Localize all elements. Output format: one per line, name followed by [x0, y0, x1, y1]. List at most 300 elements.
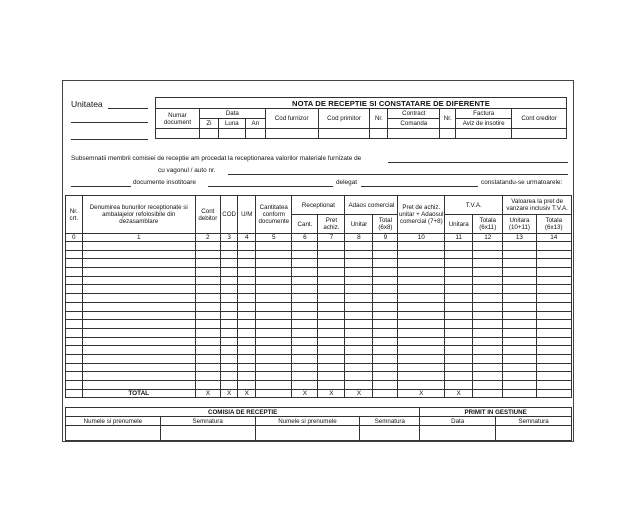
goods-cell[interactable]: [318, 354, 345, 363]
goods-cell[interactable]: [82, 242, 195, 251]
goods-cell[interactable]: [195, 337, 220, 346]
goods-cell[interactable]: [536, 381, 571, 390]
goods-cell[interactable]: [398, 250, 445, 259]
goods-cell[interactable]: [292, 328, 318, 337]
goods-cell[interactable]: [373, 354, 398, 363]
goods-cell[interactable]: [398, 337, 445, 346]
goods-row: [66, 328, 572, 337]
goods-cell[interactable]: [195, 242, 220, 251]
goods-cell[interactable]: [292, 381, 318, 390]
goods-cell[interactable]: [445, 354, 473, 363]
goods-cell[interactable]: [238, 381, 256, 390]
goods-cell[interactable]: [445, 320, 473, 329]
goods-cell[interactable]: [195, 311, 220, 320]
goods-cell[interactable]: [220, 337, 238, 346]
goods-cell[interactable]: [398, 294, 445, 303]
goods-cell[interactable]: [503, 302, 536, 311]
goods-cell[interactable]: [256, 381, 292, 390]
unit-underline-2: [71, 122, 148, 123]
goods-cell[interactable]: [345, 320, 373, 329]
total-mark-cell: X: [345, 389, 373, 397]
goods-cell[interactable]: [82, 250, 195, 259]
goods-cell[interactable]: [473, 311, 503, 320]
goods-cell[interactable]: [256, 302, 292, 311]
documents-fill-line[interactable]: [208, 186, 333, 187]
goods-cell[interactable]: [292, 346, 318, 355]
total-mark-cell: [473, 389, 503, 397]
goods-cell[interactable]: [345, 302, 373, 311]
goods-cell[interactable]: [256, 363, 292, 372]
goods-cell[interactable]: [473, 372, 503, 381]
goods-cell[interactable]: [398, 346, 445, 355]
goods-cell[interactable]: [66, 276, 83, 285]
goods-cell[interactable]: [503, 328, 536, 337]
column-number-cell: 13: [503, 234, 536, 242]
goods-cell[interactable]: [318, 302, 345, 311]
goods-cell[interactable]: [503, 354, 536, 363]
goods-cell[interactable]: [373, 302, 398, 311]
goods-cell[interactable]: [220, 354, 238, 363]
goods-cell[interactable]: [256, 354, 292, 363]
goods-cell[interactable]: [318, 242, 345, 251]
goods-cell[interactable]: [292, 302, 318, 311]
col-received-qty-header: Cant.: [292, 215, 318, 234]
goods-cell[interactable]: [398, 302, 445, 311]
goods-cell[interactable]: [503, 276, 536, 285]
custody-sign-cell[interactable]: [496, 426, 572, 441]
goods-cell[interactable]: [536, 294, 571, 303]
goods-cell[interactable]: [195, 354, 220, 363]
goods-cell[interactable]: [345, 242, 373, 251]
goods-cell[interactable]: [503, 294, 536, 303]
goods-cell[interactable]: [373, 276, 398, 285]
goods-cell[interactable]: [373, 372, 398, 381]
invoice-cell[interactable]: [456, 129, 512, 139]
goods-cell[interactable]: [292, 311, 318, 320]
goods-cell[interactable]: [536, 328, 571, 337]
day-cell[interactable]: [199, 129, 218, 139]
goods-cell[interactable]: [345, 259, 373, 268]
goods-cell[interactable]: [536, 302, 571, 311]
commission-name-header-2: Numele si prenumele: [255, 417, 360, 426]
goods-cell[interactable]: [292, 250, 318, 259]
goods-cell[interactable]: [238, 276, 256, 285]
month-cell[interactable]: [218, 129, 245, 139]
goods-cell[interactable]: [292, 285, 318, 294]
goods-cell[interactable]: [318, 320, 345, 329]
goods-row: [66, 320, 572, 329]
goods-cell[interactable]: [318, 381, 345, 390]
goods-cell[interactable]: [82, 276, 195, 285]
goods-cell[interactable]: [473, 337, 503, 346]
goods-cell[interactable]: [445, 285, 473, 294]
goods-cell[interactable]: [398, 363, 445, 372]
goods-cell[interactable]: [373, 363, 398, 372]
supplier-code-header: Cod furnizor: [265, 109, 318, 129]
goods-cell[interactable]: [473, 294, 503, 303]
goods-cell[interactable]: [445, 276, 473, 285]
goods-cell[interactable]: [473, 242, 503, 251]
goods-cell[interactable]: [220, 346, 238, 355]
goods-cell[interactable]: [82, 354, 195, 363]
goods-cell[interactable]: [220, 259, 238, 268]
contract-nr-cell[interactable]: [370, 129, 388, 139]
invoice-nr-cell[interactable]: [440, 129, 456, 139]
goods-cell[interactable]: [256, 337, 292, 346]
goods-cell[interactable]: [503, 259, 536, 268]
goods-cell[interactable]: [82, 311, 195, 320]
goods-cell[interactable]: [345, 250, 373, 259]
goods-cell[interactable]: [195, 328, 220, 337]
goods-cell[interactable]: [373, 328, 398, 337]
goods-cell[interactable]: [220, 328, 238, 337]
document-header-table: [155, 97, 567, 139]
goods-cell[interactable]: [256, 242, 292, 251]
goods-cell[interactable]: [503, 320, 536, 329]
goods-cell[interactable]: [82, 268, 195, 277]
goods-cell[interactable]: [373, 381, 398, 390]
goods-cell[interactable]: [195, 294, 220, 303]
goods-cell[interactable]: [318, 346, 345, 355]
goods-cell[interactable]: [445, 372, 473, 381]
goods-cell[interactable]: [373, 337, 398, 346]
creditor-account-cell[interactable]: [512, 129, 567, 139]
goods-cell[interactable]: [445, 328, 473, 337]
goods-cell[interactable]: [398, 320, 445, 329]
goods-cell[interactable]: [66, 381, 83, 390]
goods-cell[interactable]: [536, 259, 571, 268]
goods-cell[interactable]: [256, 328, 292, 337]
goods-cell[interactable]: [318, 259, 345, 268]
goods-cell[interactable]: [256, 268, 292, 277]
goods-cell[interactable]: [503, 363, 536, 372]
goods-cell[interactable]: [292, 294, 318, 303]
goods-cell[interactable]: [536, 354, 571, 363]
goods-cell[interactable]: [445, 311, 473, 320]
goods-cell[interactable]: [220, 372, 238, 381]
goods-cell[interactable]: [220, 363, 238, 372]
goods-cell[interactable]: [398, 268, 445, 277]
goods-cell[interactable]: [345, 276, 373, 285]
goods-cell[interactable]: [445, 294, 473, 303]
goods-cell[interactable]: [220, 276, 238, 285]
goods-cell[interactable]: [473, 285, 503, 294]
commission-sign-cell-2[interactable]: [360, 426, 420, 441]
receiver-code-cell[interactable]: [318, 129, 370, 139]
goods-cell[interactable]: [473, 302, 503, 311]
goods-cell[interactable]: [292, 354, 318, 363]
goods-cell[interactable]: [445, 381, 473, 390]
goods-cell[interactable]: [473, 268, 503, 277]
goods-cell[interactable]: [195, 268, 220, 277]
goods-cell[interactable]: [536, 276, 571, 285]
goods-cell[interactable]: [536, 268, 571, 277]
goods-cell[interactable]: [238, 250, 256, 259]
goods-cell[interactable]: [292, 363, 318, 372]
goods-cell[interactable]: [373, 320, 398, 329]
goods-cell[interactable]: [82, 285, 195, 294]
goods-cell[interactable]: [195, 346, 220, 355]
goods-cell[interactable]: [373, 346, 398, 355]
goods-cell[interactable]: [66, 250, 83, 259]
goods-cell[interactable]: [473, 363, 503, 372]
goods-cell[interactable]: [473, 346, 503, 355]
goods-cell[interactable]: [256, 285, 292, 294]
goods-cell[interactable]: [345, 268, 373, 277]
goods-cell[interactable]: [195, 381, 220, 390]
goods-row: [66, 346, 572, 355]
goods-cell[interactable]: [503, 337, 536, 346]
goods-cell[interactable]: [82, 302, 195, 311]
goods-cell[interactable]: [445, 302, 473, 311]
goods-cell[interactable]: [445, 346, 473, 355]
goods-cell[interactable]: [66, 242, 83, 251]
goods-cell[interactable]: [318, 250, 345, 259]
goods-cell[interactable]: [82, 363, 195, 372]
goods-cell[interactable]: [292, 372, 318, 381]
goods-cell[interactable]: [318, 337, 345, 346]
goods-cell[interactable]: [238, 363, 256, 372]
goods-cell[interactable]: [536, 372, 571, 381]
goods-cell[interactable]: [318, 268, 345, 277]
contract-cell[interactable]: [388, 129, 440, 139]
goods-cell[interactable]: [220, 311, 238, 320]
sentence-line-2: cu vagonul / auto nr.: [158, 167, 216, 174]
goods-cell[interactable]: [373, 259, 398, 268]
goods-cell[interactable]: [66, 294, 83, 303]
goods-cell[interactable]: [473, 259, 503, 268]
documents-prefix-line[interactable]: [71, 186, 131, 187]
supplier-fill-line[interactable]: [388, 162, 568, 163]
goods-cell[interactable]: [345, 337, 373, 346]
goods-cell[interactable]: [66, 354, 83, 363]
goods-cell[interactable]: [503, 242, 536, 251]
goods-cell[interactable]: [503, 268, 536, 277]
goods-cell[interactable]: [82, 372, 195, 381]
goods-cell[interactable]: [195, 363, 220, 372]
goods-cell[interactable]: [345, 354, 373, 363]
goods-cell[interactable]: [82, 320, 195, 329]
goods-cell[interactable]: [536, 337, 571, 346]
goods-cell[interactable]: [318, 363, 345, 372]
custody-date-cell[interactable]: [420, 426, 496, 441]
goods-cell[interactable]: [373, 285, 398, 294]
goods-cell[interactable]: [536, 311, 571, 320]
goods-cell[interactable]: [195, 372, 220, 381]
goods-cell[interactable]: [345, 372, 373, 381]
goods-cell[interactable]: [398, 259, 445, 268]
goods-cell[interactable]: [220, 268, 238, 277]
goods-cell[interactable]: [66, 302, 83, 311]
goods-cell[interactable]: [66, 328, 83, 337]
goods-cell[interactable]: [473, 381, 503, 390]
goods-cell[interactable]: [373, 294, 398, 303]
goods-cell[interactable]: [373, 268, 398, 277]
goods-cell[interactable]: [256, 276, 292, 285]
goods-cell[interactable]: [536, 250, 571, 259]
goods-cell[interactable]: [66, 320, 83, 329]
goods-cell[interactable]: [345, 311, 373, 320]
goods-cell[interactable]: [398, 372, 445, 381]
goods-cell[interactable]: [503, 381, 536, 390]
goods-cell[interactable]: [345, 294, 373, 303]
goods-cell[interactable]: [503, 372, 536, 381]
goods-cell[interactable]: [345, 328, 373, 337]
goods-cell[interactable]: [66, 268, 83, 277]
goods-cell[interactable]: [238, 242, 256, 251]
goods-cell[interactable]: [445, 363, 473, 372]
total-mark-cell: X: [445, 389, 473, 397]
goods-cell[interactable]: [220, 250, 238, 259]
commission-name-cell-1[interactable]: [66, 426, 161, 441]
goods-cell[interactable]: [238, 302, 256, 311]
goods-cell[interactable]: [82, 381, 195, 390]
goods-cell[interactable]: [238, 311, 256, 320]
commission-name-cell-2[interactable]: [255, 426, 360, 441]
goods-cell[interactable]: [82, 328, 195, 337]
goods-cell[interactable]: [195, 276, 220, 285]
goods-cell[interactable]: [398, 242, 445, 251]
goods-cell[interactable]: [238, 337, 256, 346]
goods-cell[interactable]: [220, 242, 238, 251]
goods-cell[interactable]: [318, 372, 345, 381]
goods-cell[interactable]: [445, 337, 473, 346]
goods-cell[interactable]: [220, 285, 238, 294]
goods-cell[interactable]: [82, 294, 195, 303]
goods-cell[interactable]: [445, 268, 473, 277]
goods-cell[interactable]: [292, 276, 318, 285]
goods-cell[interactable]: [503, 311, 536, 320]
column-number-cell: 0: [66, 234, 83, 242]
year-cell[interactable]: [245, 129, 265, 139]
goods-cell[interactable]: [398, 276, 445, 285]
goods-cell[interactable]: [220, 381, 238, 390]
goods-cell[interactable]: [220, 294, 238, 303]
goods-cell[interactable]: [473, 250, 503, 259]
goods-cell[interactable]: [238, 259, 256, 268]
goods-cell[interactable]: [238, 346, 256, 355]
goods-cell[interactable]: [345, 285, 373, 294]
goods-cell[interactable]: [82, 259, 195, 268]
goods-cell[interactable]: [238, 354, 256, 363]
goods-cell[interactable]: [536, 346, 571, 355]
goods-table: [65, 195, 572, 398]
total-mark-cell: X: [220, 389, 238, 397]
goods-cell[interactable]: [220, 302, 238, 311]
goods-cell[interactable]: [66, 372, 83, 381]
supplier-code-cell[interactable]: [265, 129, 318, 139]
goods-cell[interactable]: [373, 242, 398, 251]
goods-cell[interactable]: [345, 363, 373, 372]
goods-cell[interactable]: [503, 250, 536, 259]
goods-cell[interactable]: [445, 242, 473, 251]
goods-cell[interactable]: [292, 268, 318, 277]
goods-cell[interactable]: [398, 381, 445, 390]
goods-cell[interactable]: [256, 346, 292, 355]
goods-cell[interactable]: [220, 320, 238, 329]
goods-cell[interactable]: [195, 250, 220, 259]
goods-cell[interactable]: [318, 276, 345, 285]
goods-cell[interactable]: [238, 268, 256, 277]
goods-cell[interactable]: [473, 320, 503, 329]
goods-cell[interactable]: [238, 328, 256, 337]
goods-cell[interactable]: [318, 311, 345, 320]
goods-cell[interactable]: [256, 311, 292, 320]
vehicle-fill-line[interactable]: [228, 174, 568, 175]
goods-cell[interactable]: [256, 259, 292, 268]
goods-cell[interactable]: [398, 354, 445, 363]
col-markup-header: Adaos comercial: [345, 196, 398, 215]
goods-cell[interactable]: [238, 320, 256, 329]
goods-cell[interactable]: [82, 337, 195, 346]
goods-cell[interactable]: [318, 294, 345, 303]
goods-cell[interactable]: [66, 311, 83, 320]
goods-cell[interactable]: [536, 242, 571, 251]
goods-cell[interactable]: [503, 285, 536, 294]
goods-cell[interactable]: [473, 328, 503, 337]
commission-sign-cell-1[interactable]: [160, 426, 255, 441]
goods-cell[interactable]: [292, 320, 318, 329]
goods-cell[interactable]: [318, 328, 345, 337]
goods-cell[interactable]: [292, 337, 318, 346]
goods-cell[interactable]: [503, 346, 536, 355]
goods-cell[interactable]: [445, 250, 473, 259]
goods-cell[interactable]: [292, 242, 318, 251]
goods-cell[interactable]: [256, 320, 292, 329]
sentence-line-1: Subsemnatii membrii comisiei de receptie am procedat la receptionarea valorilor materiale furnizate de: [71, 155, 362, 162]
goods-cell[interactable]: [536, 285, 571, 294]
goods-cell[interactable]: [195, 320, 220, 329]
goods-cell[interactable]: [256, 250, 292, 259]
goods-cell[interactable]: [536, 320, 571, 329]
goods-cell[interactable]: [292, 259, 318, 268]
goods-row: [66, 259, 572, 268]
goods-cell[interactable]: [66, 346, 83, 355]
shipping-notice-header: Aviz de insotire: [456, 119, 512, 129]
goods-cell[interactable]: [473, 354, 503, 363]
goods-cell[interactable]: [373, 311, 398, 320]
goods-cell[interactable]: [398, 285, 445, 294]
goods-cell[interactable]: [373, 250, 398, 259]
delegate-fill-line[interactable]: [361, 186, 478, 187]
goods-cell[interactable]: [195, 285, 220, 294]
goods-cell[interactable]: [66, 337, 83, 346]
goods-cell[interactable]: [238, 285, 256, 294]
goods-cell[interactable]: [398, 328, 445, 337]
goods-cell[interactable]: [345, 381, 373, 390]
goods-cell[interactable]: [66, 259, 83, 268]
goods-cell[interactable]: [82, 346, 195, 355]
goods-cell[interactable]: [66, 363, 83, 372]
goods-cell[interactable]: [473, 276, 503, 285]
goods-cell[interactable]: [238, 294, 256, 303]
goods-cell[interactable]: [256, 294, 292, 303]
goods-cell[interactable]: [536, 363, 571, 372]
reception-note-form: [62, 80, 574, 442]
goods-cell[interactable]: [195, 302, 220, 311]
column-number-cell: 10: [398, 234, 445, 242]
goods-cell[interactable]: [445, 259, 473, 268]
goods-cell[interactable]: [398, 311, 445, 320]
doc-number-cell[interactable]: [156, 129, 200, 139]
goods-cell[interactable]: [195, 259, 220, 268]
goods-cell[interactable]: [345, 346, 373, 355]
col-sale-unit-header: Unitara (10+11): [503, 215, 536, 234]
goods-cell[interactable]: [256, 372, 292, 381]
goods-cell[interactable]: [318, 285, 345, 294]
goods-cell[interactable]: [66, 285, 83, 294]
goods-cell[interactable]: [238, 372, 256, 381]
